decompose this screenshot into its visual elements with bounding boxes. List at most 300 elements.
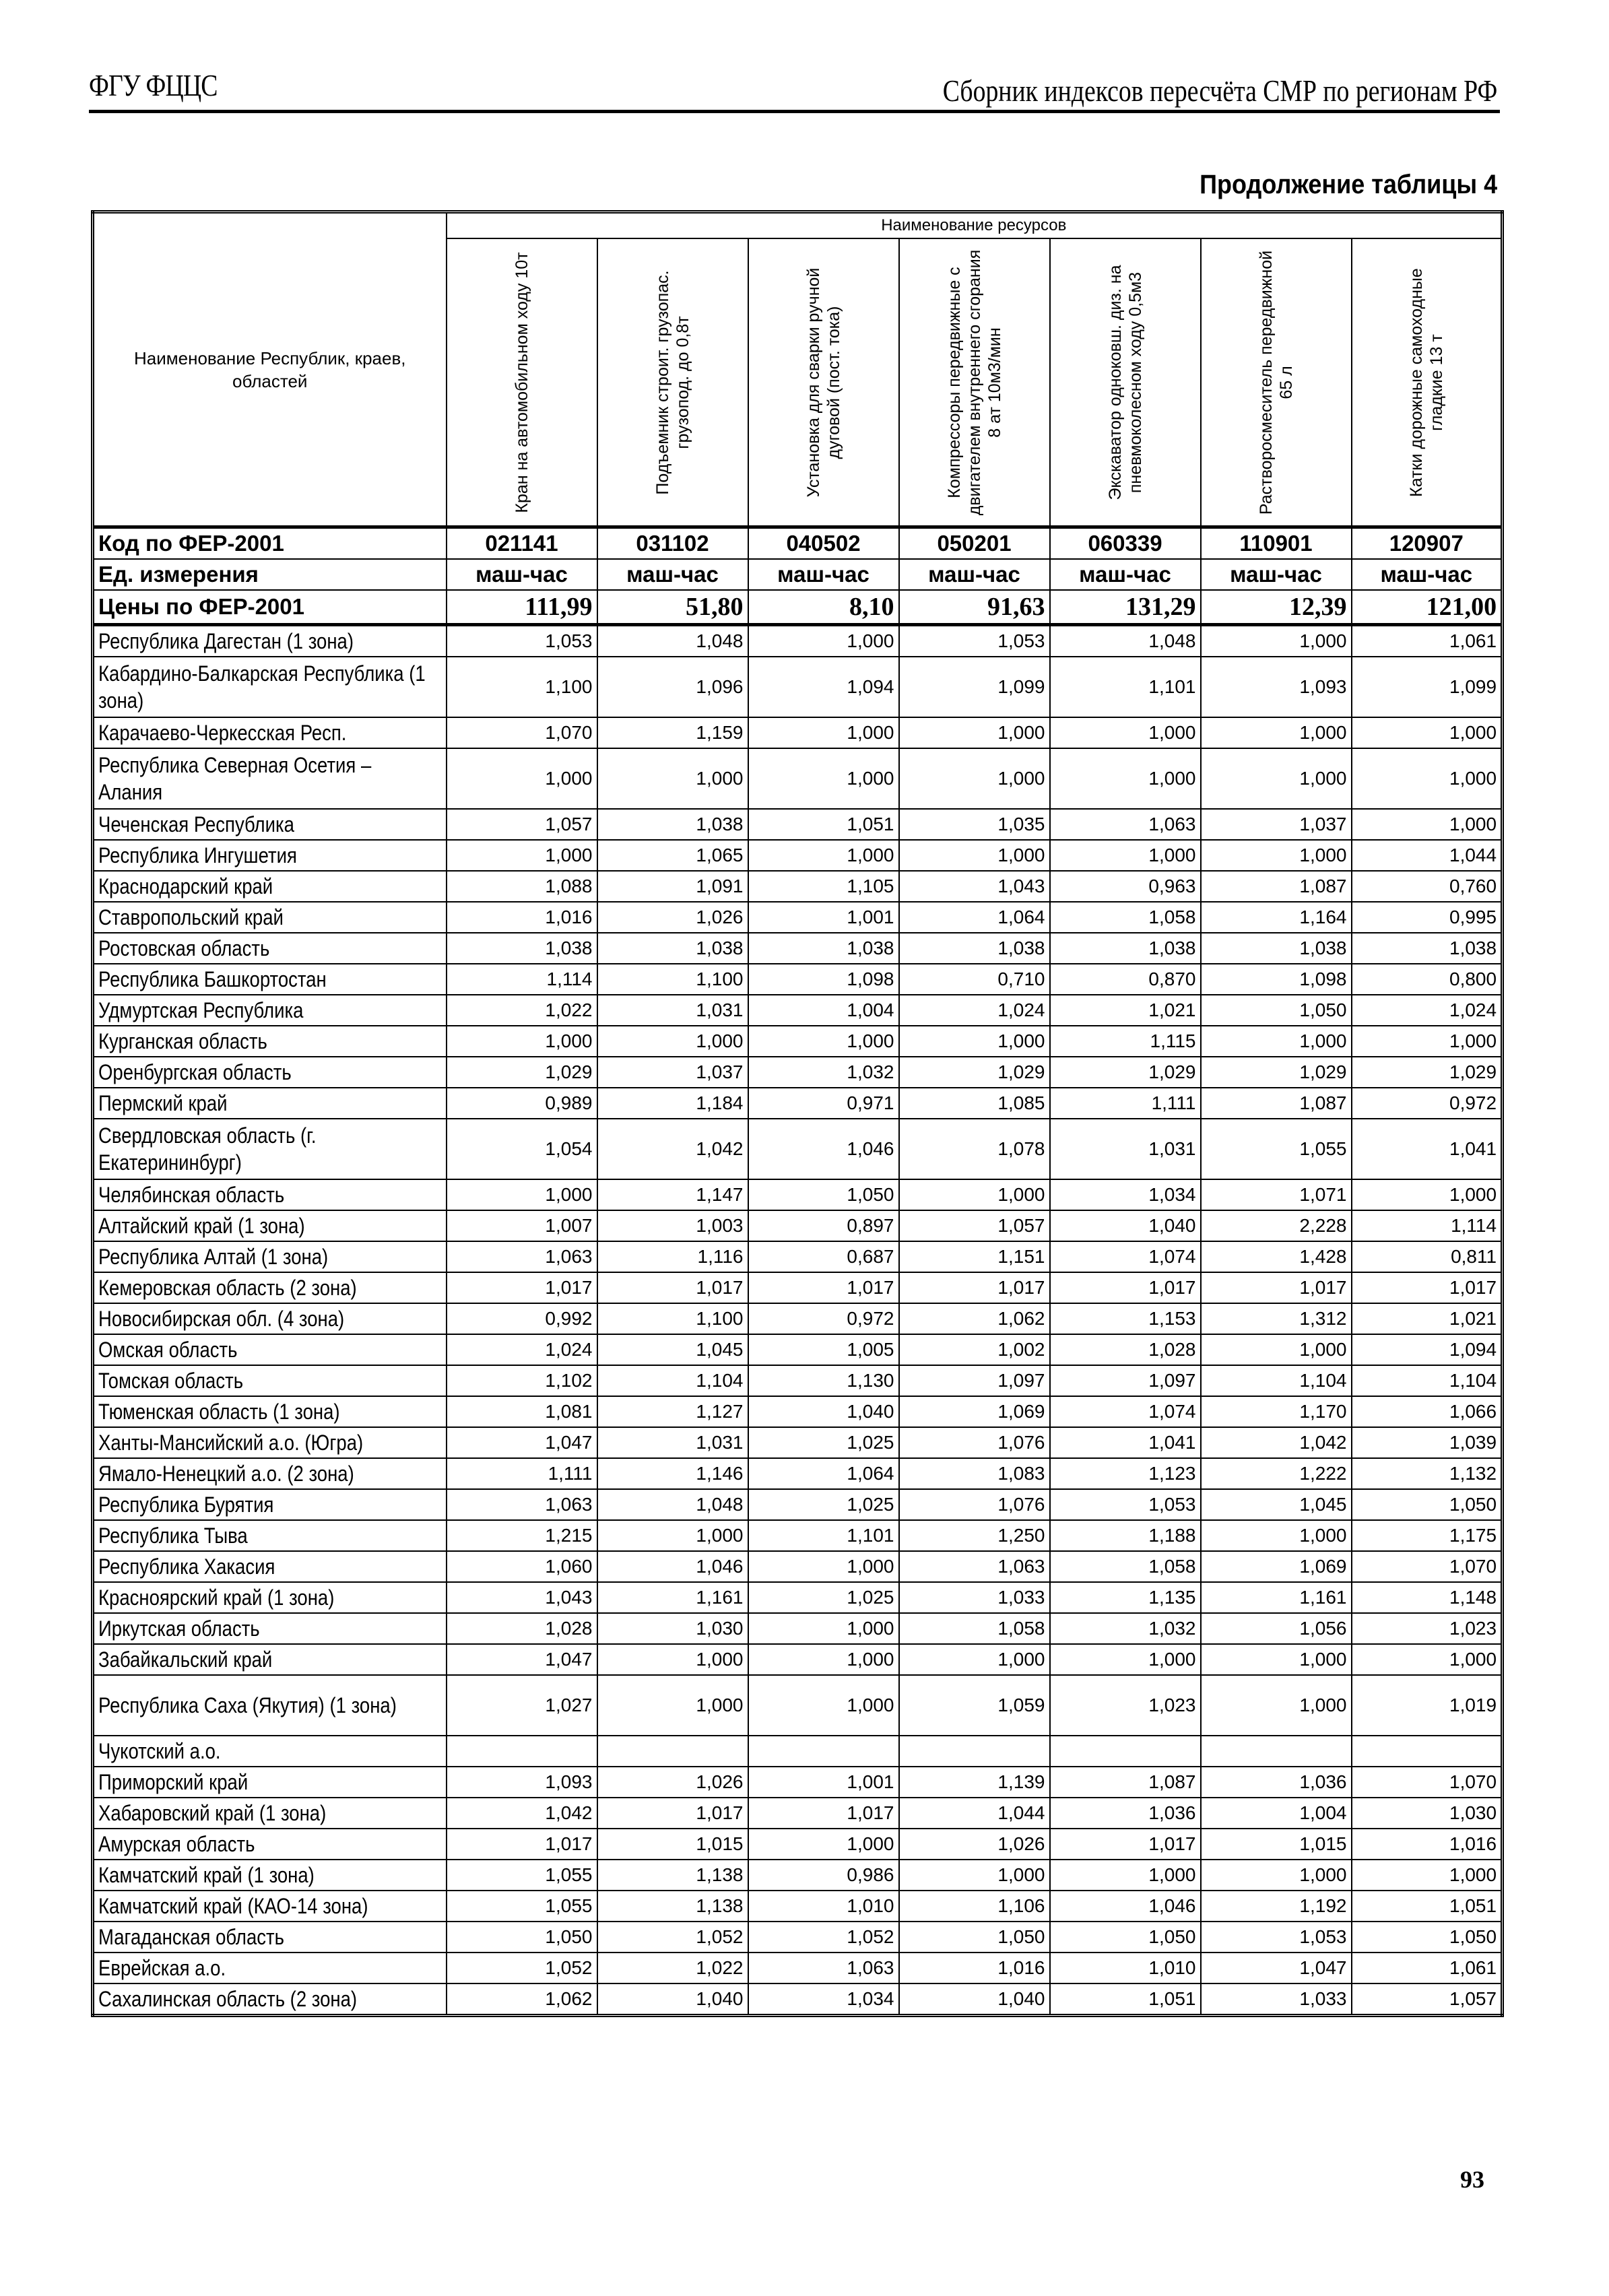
region-name-cell: [93, 1057, 447, 1088]
index-value-cell: 1,100: [447, 657, 597, 717]
table-row: [93, 1983, 1503, 2016]
table-row: [93, 902, 1503, 933]
index-value-cell: 1,123: [1050, 1458, 1201, 1489]
region-name-cell: [93, 1303, 447, 1334]
index-value-cell: 1,063: [447, 1489, 597, 1520]
region-name-cell: [93, 1736, 447, 1767]
index-value-cell: 1,053: [899, 625, 1050, 657]
region-name: Карачаево-Черкесская Респ.: [98, 721, 347, 745]
resource-column-header: [899, 238, 1050, 527]
index-value-cell: 1,175: [1352, 1520, 1503, 1551]
resource-column-header: [748, 238, 899, 527]
index-value-cell: 1,074: [1050, 1396, 1201, 1427]
index-value-cell: 1,017: [1201, 1272, 1352, 1303]
resource-column-header: [1352, 238, 1503, 527]
index-value-cell: 1,076: [899, 1489, 1050, 1520]
region-name-cell: [93, 1458, 447, 1489]
index-value-cell: 1,151: [899, 1241, 1050, 1272]
index-value-cell: 1,093: [447, 1767, 597, 1798]
table-row: [93, 1736, 1503, 1767]
table-row: [93, 1458, 1503, 1489]
index-value-cell: 1,146: [597, 1458, 748, 1489]
index-value-cell: 1,074: [1050, 1241, 1201, 1272]
index-value-cell: 1,052: [597, 1922, 748, 1953]
index-value-cell: [1050, 1736, 1201, 1767]
table-row: [93, 1922, 1503, 1953]
index-value-cell: 1,040: [899, 1983, 1050, 2016]
table-row: [93, 1551, 1503, 1582]
index-value-cell: 0,687: [748, 1241, 899, 1272]
index-value-cell: 1,038: [597, 809, 748, 840]
index-value-cell: 1,078: [899, 1119, 1050, 1179]
index-value-cell: 1,028: [447, 1613, 597, 1644]
index-table: [91, 210, 1504, 2017]
index-value-cell: 1,000: [899, 717, 1050, 748]
index-value-cell: 1,050: [1050, 1922, 1201, 1953]
region-name: Чеченская Республика: [98, 812, 294, 837]
region-name-cell: [93, 1953, 447, 1983]
index-value-cell: 1,100: [597, 1303, 748, 1334]
index-value-cell: 0,972: [1352, 1088, 1503, 1119]
index-value-cell: 1,034: [748, 1983, 899, 2016]
region-name-cell: [93, 1767, 447, 1798]
region-name: Республика Хакасия: [98, 1554, 275, 1579]
index-value-cell: 1,031: [1050, 1119, 1201, 1179]
index-value-cell: 1,042: [1201, 1427, 1352, 1458]
index-value-cell: 1,046: [748, 1119, 899, 1179]
index-value-cell: 1,017: [748, 1272, 899, 1303]
index-value-cell: 1,047: [447, 1644, 597, 1675]
index-value-cell: 1,010: [748, 1891, 899, 1922]
resource-unit: маш-час: [1201, 559, 1352, 590]
index-value-cell: 1,051: [1050, 1983, 1201, 2016]
index-value-cell: 1,054: [447, 1119, 597, 1179]
region-name: Ставропольский край: [98, 905, 284, 929]
index-value-cell: 1,004: [1201, 1798, 1352, 1829]
region-name: Республика Саха (Якутия) (1 зона): [98, 1693, 397, 1717]
table-row: [93, 840, 1503, 871]
index-value-cell: 1,000: [1201, 717, 1352, 748]
table-row: [93, 1334, 1503, 1365]
index-value-cell: 1,097: [899, 1365, 1050, 1396]
index-value-cell: 1,087: [1201, 1088, 1352, 1119]
index-value-cell: 1,038: [1352, 933, 1503, 964]
index-value-cell: 0,710: [899, 964, 1050, 995]
resource-code: 050201: [899, 527, 1050, 560]
index-value-cell: 1,088: [447, 871, 597, 902]
index-value-cell: 1,000: [748, 1026, 899, 1057]
index-value-cell: 1,050: [1201, 995, 1352, 1026]
index-value-cell: 1,003: [597, 1210, 748, 1241]
region-name-cell: [93, 995, 447, 1026]
region-name: Челябинская область: [98, 1183, 285, 1207]
index-value-cell: 1,138: [597, 1860, 748, 1891]
index-value-cell: 1,058: [899, 1613, 1050, 1644]
index-value-cell: 1,100: [597, 964, 748, 995]
index-value-cell: 1,098: [1201, 964, 1352, 995]
index-value-cell: 1,099: [1352, 657, 1503, 717]
region-name: Алтайский край (1 зона): [98, 1214, 305, 1238]
index-value-cell: 1,101: [1050, 657, 1201, 717]
index-value-cell: 0,972: [748, 1303, 899, 1334]
index-value-cell: 1,161: [597, 1582, 748, 1613]
resource-name: Катки дорожные самоходные гладкие 13 т: [1406, 267, 1446, 497]
index-value-cell: 1,005: [748, 1334, 899, 1365]
table-row: [93, 717, 1503, 748]
index-value-cell: 1,184: [597, 1088, 748, 1119]
index-value-cell: 1,153: [1050, 1303, 1201, 1334]
index-value-cell: 1,025: [748, 1582, 899, 1613]
unit-label: Ед. измерения: [93, 559, 447, 590]
region-name: Тюменская область (1 зона): [98, 1400, 340, 1424]
region-name-cell: [93, 1829, 447, 1860]
index-value-cell: 1,097: [1050, 1365, 1201, 1396]
header-document-title: Сборник индексов пересчёта СМР по регионам РФ: [942, 73, 1497, 108]
region-name: Ростовская область: [98, 936, 270, 960]
region-name: Амурская область: [98, 1832, 255, 1856]
index-value-cell: 1,000: [1201, 1520, 1352, 1551]
index-value-cell: 1,000: [748, 1551, 899, 1582]
index-value-cell: 1,000: [1352, 1179, 1503, 1210]
index-value-cell: 1,044: [899, 1798, 1050, 1829]
index-value-cell: 1,222: [1201, 1458, 1352, 1489]
resource-name: Кран на автомобильном ходу 10т: [512, 251, 531, 513]
table-row: [93, 1396, 1503, 1427]
index-value-cell: [899, 1736, 1050, 1767]
resource-unit: маш-час: [1352, 559, 1503, 590]
index-value-cell: 1,115: [1050, 1026, 1201, 1057]
region-name-cell: [93, 1119, 447, 1179]
region-name-cell: [93, 1983, 447, 2016]
region-name: Хабаровский край (1 зона): [98, 1801, 327, 1825]
index-value-cell: 1,127: [597, 1396, 748, 1427]
index-value-cell: 1,104: [1352, 1365, 1503, 1396]
index-value-cell: 1,046: [1050, 1891, 1201, 1922]
index-value-cell: 1,017: [447, 1829, 597, 1860]
resource-column-header: [1050, 238, 1201, 527]
table-row: [93, 1675, 1503, 1736]
index-value-cell: 1,087: [1050, 1767, 1201, 1798]
index-value-cell: 1,116: [597, 1241, 748, 1272]
index-value-cell: 1,017: [899, 1272, 1050, 1303]
index-value-cell: 1,000: [597, 748, 748, 809]
index-value-cell: 1,037: [1201, 809, 1352, 840]
index-value-cell: 1,043: [899, 871, 1050, 902]
index-value-cell: 0,870: [1050, 964, 1201, 995]
index-value-cell: 1,000: [597, 1026, 748, 1057]
index-value-cell: 1,081: [447, 1396, 597, 1427]
index-value-cell: 1,050: [899, 1922, 1050, 1953]
index-value-cell: 1,159: [597, 717, 748, 748]
region-name: Республика Ингушетия: [98, 843, 297, 867]
index-value-cell: 1,031: [597, 995, 748, 1026]
table-row: [93, 1644, 1503, 1675]
index-value-cell: 1,000: [899, 748, 1050, 809]
region-name: Приморский край: [98, 1770, 249, 1794]
index-value-cell: 0,760: [1352, 871, 1503, 902]
region-name-cell: [93, 748, 447, 809]
index-value-cell: 1,055: [447, 1891, 597, 1922]
table-row: [93, 625, 1503, 657]
region-name-cell: [93, 717, 447, 748]
table-row: [93, 871, 1503, 902]
index-value-cell: [447, 1736, 597, 1767]
region-name: Ханты-Мансийский а.о. (Югра): [98, 1431, 364, 1455]
index-value-cell: 1,188: [1050, 1520, 1201, 1551]
region-name: Иркутская область: [98, 1616, 260, 1641]
index-value-cell: 1,062: [447, 1983, 597, 2016]
index-value-cell: 1,000: [1050, 717, 1201, 748]
index-value-cell: [1352, 1736, 1503, 1767]
region-name-cell: [93, 1241, 447, 1272]
index-value-cell: 1,029: [1201, 1057, 1352, 1088]
index-value-cell: 1,000: [1352, 1644, 1503, 1675]
index-value-cell: 1,105: [748, 871, 899, 902]
index-value-cell: 1,033: [899, 1582, 1050, 1613]
index-value-cell: 1,071: [1201, 1179, 1352, 1210]
resources-header: Наименование ресурсов: [447, 212, 1503, 239]
table-row: [93, 1179, 1503, 1210]
index-value-cell: 1,010: [1050, 1953, 1201, 1983]
index-value-cell: 1,040: [1050, 1210, 1201, 1241]
index-value-cell: 1,000: [1352, 717, 1503, 748]
index-value-cell: 1,093: [1201, 657, 1352, 717]
index-value-cell: 1,017: [1050, 1829, 1201, 1860]
region-name: Камчатский край (1 зона): [98, 1863, 315, 1887]
index-value-cell: 1,029: [447, 1057, 597, 1088]
index-value-cell: 1,038: [597, 933, 748, 964]
resource-name: Растворосмеситель передвижной 65 л: [1256, 250, 1296, 515]
resource-price: 8,10: [748, 590, 899, 625]
index-value-cell: 0,989: [447, 1088, 597, 1119]
resource-name: Установка для сварки ручной дуговой (пост. тока): [803, 267, 843, 497]
index-value-cell: 1,017: [597, 1798, 748, 1829]
index-value-cell: 1,046: [597, 1551, 748, 1582]
index-value-cell: 1,033: [1201, 1983, 1352, 2016]
index-value-cell: 1,215: [447, 1520, 597, 1551]
index-value-cell: 1,024: [899, 995, 1050, 1026]
index-value-cell: 1,050: [748, 1179, 899, 1210]
index-value-cell: 0,800: [1352, 964, 1503, 995]
index-value-cell: 0,986: [748, 1860, 899, 1891]
index-value-cell: 1,000: [1201, 1334, 1352, 1365]
index-value-cell: 1,063: [899, 1551, 1050, 1582]
region-column-header: Наименование Республик, краев, областей: [93, 212, 447, 527]
index-value-cell: 1,034: [1050, 1179, 1201, 1210]
index-value-cell: 1,029: [899, 1057, 1050, 1088]
index-value-cell: 1,052: [447, 1953, 597, 1983]
index-value-cell: 1,055: [447, 1860, 597, 1891]
index-value-cell: [1201, 1736, 1352, 1767]
index-value-cell: 1,000: [1050, 840, 1201, 871]
index-value-cell: 1,017: [447, 1272, 597, 1303]
index-value-cell: 1,022: [597, 1953, 748, 1983]
index-value-cell: 1,040: [597, 1983, 748, 2016]
index-value-cell: 1,000: [748, 1675, 899, 1736]
region-name-cell: [93, 1088, 447, 1119]
index-value-cell: 1,023: [1352, 1613, 1503, 1644]
index-value-cell: 1,132: [1352, 1458, 1503, 1489]
region-name-cell: [93, 1675, 447, 1736]
index-value-cell: 1,050: [1352, 1922, 1503, 1953]
index-value-cell: 1,063: [447, 1241, 597, 1272]
index-value-cell: 1,000: [748, 748, 899, 809]
region-name-cell: [93, 1891, 447, 1922]
resource-code: 021141: [447, 527, 597, 560]
region-name: Республика Тыва: [98, 1523, 248, 1548]
table-row: [93, 1891, 1503, 1922]
index-value-cell: 1,000: [1201, 748, 1352, 809]
index-value-cell: 1,164: [1201, 902, 1352, 933]
region-name-cell: [93, 1365, 447, 1396]
index-value-cell: 1,062: [899, 1303, 1050, 1334]
resource-price: 131,29: [1050, 590, 1201, 625]
index-value-cell: 1,070: [1352, 1767, 1503, 1798]
index-value-cell: 1,135: [1050, 1582, 1201, 1613]
index-value-cell: 1,053: [1050, 1489, 1201, 1520]
index-value-cell: 0,992: [447, 1303, 597, 1334]
region-name-cell: [93, 625, 447, 657]
index-value-cell: 1,032: [1050, 1613, 1201, 1644]
index-value-cell: 1,070: [1352, 1551, 1503, 1582]
table-row: [93, 995, 1503, 1026]
region-name-cell: [93, 1427, 447, 1458]
index-value-cell: 1,061: [1352, 1953, 1503, 1983]
resource-unit: маш-час: [447, 559, 597, 590]
index-value-cell: 1,004: [748, 995, 899, 1026]
index-value-cell: 1,138: [597, 1891, 748, 1922]
index-value-cell: 1,000: [1201, 1026, 1352, 1057]
index-value-cell: 1,032: [748, 1057, 899, 1088]
index-value-cell: 1,052: [748, 1922, 899, 1953]
resource-unit: маш-час: [899, 559, 1050, 590]
index-value-cell: 1,056: [1201, 1613, 1352, 1644]
table-row: [93, 1767, 1503, 1798]
index-value-cell: 1,001: [748, 902, 899, 933]
region-name: Свердловская область (г. Екатерининбург): [98, 1123, 317, 1175]
index-value-cell: 1,057: [1352, 1983, 1503, 2016]
index-value-cell: 1,000: [748, 717, 899, 748]
region-name-cell: [93, 840, 447, 871]
index-value-cell: 1,017: [1050, 1272, 1201, 1303]
index-value-cell: 1,000: [899, 840, 1050, 871]
index-value-cell: 1,044: [1352, 840, 1503, 871]
index-value-cell: 1,058: [1050, 1551, 1201, 1582]
region-name: Курганская область: [98, 1029, 267, 1053]
index-value-cell: 1,065: [597, 840, 748, 871]
table-row: [93, 748, 1503, 809]
index-value-cell: 1,017: [1352, 1272, 1503, 1303]
index-value-cell: 1,000: [1050, 1644, 1201, 1675]
table-row: [93, 964, 1503, 995]
index-value-cell: 1,106: [899, 1891, 1050, 1922]
region-name-cell: [93, 1396, 447, 1427]
region-name-cell: [93, 933, 447, 964]
index-value-cell: 1,087: [1201, 871, 1352, 902]
index-value-cell: 1,029: [1050, 1057, 1201, 1088]
region-name: Еврейская а.о.: [98, 1956, 226, 1980]
index-value-cell: 1,050: [447, 1922, 597, 1953]
index-value-cell: 1,035: [899, 809, 1050, 840]
index-value-cell: 1,085: [899, 1088, 1050, 1119]
index-value-cell: 0,897: [748, 1210, 899, 1241]
index-value-cell: 1,030: [1352, 1798, 1503, 1829]
index-value-cell: 1,040: [748, 1396, 899, 1427]
index-value-cell: 1,029: [1352, 1057, 1503, 1088]
index-value-cell: 1,000: [1201, 1644, 1352, 1675]
table-row: [93, 1798, 1503, 1829]
resource-unit: маш-час: [597, 559, 748, 590]
index-value-cell: 1,026: [899, 1829, 1050, 1860]
index-value-cell: 1,000: [748, 1613, 899, 1644]
table-row: [93, 1489, 1503, 1520]
table-row: [93, 1860, 1503, 1891]
index-value-cell: 1,114: [447, 964, 597, 995]
region-name: Кабардино-Балкарская Республика (1 зона): [98, 661, 426, 713]
resource-column-header: [447, 238, 597, 527]
table-row: [93, 1119, 1503, 1179]
index-value-cell: 1,007: [447, 1210, 597, 1241]
index-value-cell: 1,000: [1201, 1675, 1352, 1736]
index-value-cell: 1,024: [447, 1334, 597, 1365]
index-value-cell: [597, 1736, 748, 1767]
index-value-cell: 1,038: [1201, 933, 1352, 964]
index-value-cell: 1,017: [748, 1798, 899, 1829]
index-value-cell: 1,025: [748, 1427, 899, 1458]
region-name-cell: [93, 657, 447, 717]
table-caption: Продолжение таблицы 4: [1199, 170, 1497, 199]
index-value-cell: 1,064: [899, 902, 1050, 933]
header-rule: [89, 110, 1500, 113]
region-name: Республика Бурятия: [98, 1493, 274, 1517]
index-value-cell: 1,000: [1352, 748, 1503, 809]
table-row: [93, 1613, 1503, 1644]
index-value-cell: 1,000: [1201, 840, 1352, 871]
index-value-cell: 1,111: [1050, 1088, 1201, 1119]
region-name: Республика Алтай (1 зона): [98, 1245, 329, 1269]
index-value-cell: 1,016: [899, 1953, 1050, 1983]
region-name-cell: [93, 964, 447, 995]
index-value-cell: 1,114: [1352, 1210, 1503, 1241]
index-value-cell: [748, 1736, 899, 1767]
resource-code: 060339: [1050, 527, 1201, 560]
resource-price: 121,00: [1352, 590, 1503, 625]
index-value-cell: 1,000: [899, 1179, 1050, 1210]
region-name-cell: [93, 1026, 447, 1057]
index-value-cell: 1,111: [447, 1458, 597, 1489]
index-value-cell: 1,048: [597, 625, 748, 657]
region-name-cell: [93, 1489, 447, 1520]
index-value-cell: 1,000: [1352, 809, 1503, 840]
region-name: Удмуртская Республика: [98, 998, 304, 1022]
resource-price: 91,63: [899, 590, 1050, 625]
index-value-cell: 1,066: [1352, 1396, 1503, 1427]
table-row: [93, 1953, 1503, 1983]
index-value-cell: 1,098: [748, 964, 899, 995]
table-row: [93, 1272, 1503, 1303]
index-value-cell: 1,000: [597, 1520, 748, 1551]
region-name-cell: [93, 1551, 447, 1582]
index-value-cell: 1,053: [447, 625, 597, 657]
resource-column-header: [597, 238, 748, 527]
index-value-cell: 1,000: [597, 1675, 748, 1736]
region-name: Томская область: [98, 1369, 244, 1393]
index-value-cell: 1,038: [748, 933, 899, 964]
index-value-cell: 1,000: [748, 1644, 899, 1675]
resource-column-header: [1201, 238, 1352, 527]
index-value-cell: 1,017: [597, 1272, 748, 1303]
region-name-cell: [93, 1520, 447, 1551]
